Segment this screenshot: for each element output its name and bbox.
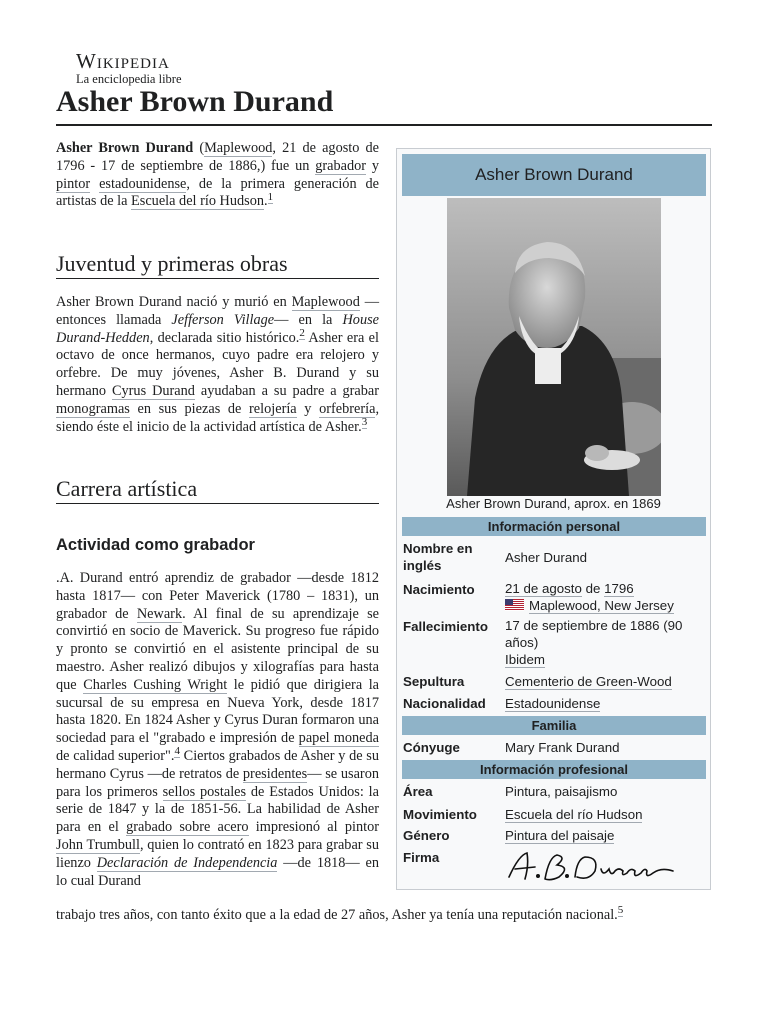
value-movimiento	[505, 806, 705, 823]
section-header-personal: Información personal	[402, 517, 706, 536]
link-maplewood[interactable]: Maplewood	[291, 294, 360, 310]
label-firma: Firma	[403, 850, 440, 865]
reference-3[interactable]: 3	[361, 415, 368, 428]
heading-carrera: Carrera artística	[56, 476, 198, 501]
link-newark[interactable]: Newark	[136, 605, 183, 622]
value-nacionalidad	[505, 695, 705, 712]
label-nacimiento: Nacimiento	[403, 582, 475, 597]
value-nacimiento	[505, 580, 705, 614]
link-grabador[interactable]: grabador	[315, 157, 367, 174]
link-monogramas[interactable]: monogramas	[56, 400, 130, 417]
text-run: 17 de septiembre de 1886 (90 años)	[505, 618, 683, 650]
portrait-photo[interactable]	[447, 198, 661, 496]
link-escuela-rio-hudson[interactable]: Escuela del río Hudson	[505, 807, 643, 822]
text-run: , 21 de agosto de 1796 - 17 de septiembre de 1886,) fue un	[56, 140, 379, 174]
text-run: , siendo éste el inicio de la actividad artística de Asher.	[56, 400, 380, 435]
page-title: Asher Brown Durand	[56, 85, 334, 118]
section-header-profesional: Información profesional	[402, 760, 706, 779]
link-nacimiento-lugar[interactable]: Maplewood, New Jersey	[529, 598, 674, 613]
text-run: . Al final de su aprendizaje se convirtió en socio de Maverick. Su progreso fue rápido y pronto se convirtió en el asistente principal de su maestro. Asher realizó dibujos y xilografías para hasta que	[56, 605, 379, 693]
link-orfebreria[interactable]: orfebrería	[319, 400, 376, 417]
logo-tagline: La enciclopedia libre	[76, 72, 182, 86]
heading-divider	[56, 503, 379, 504]
link-nacimiento-anio[interactable]: 1796	[604, 581, 634, 596]
link-escuela-rio-hudson[interactable]: Escuela del río Hudson	[131, 193, 265, 210]
text-run: en sus piezas de	[129, 400, 250, 417]
link-pintor[interactable]: pintor	[56, 175, 91, 192]
text-run: (	[193, 140, 205, 156]
text-run: —entonces llamada	[56, 294, 379, 328]
reference-1[interactable]: 1	[267, 190, 274, 203]
us-flag-icon	[505, 599, 524, 611]
text-run	[90, 176, 99, 192]
signature-image[interactable]	[505, 849, 705, 885]
link-ibidem[interactable]: Ibidem	[505, 652, 545, 667]
value-genero	[505, 827, 705, 844]
text-run: le pidió que dirigiera la sucursal de su empresa en Nueva York, desde 1817 hasta 1820. En 1824 Asher y Cyrus Duran formaron una sociedad para el "grabado e impresión de	[56, 676, 380, 747]
wikipedia-logo[interactable]	[76, 50, 182, 86]
text-run: , declarada sitio histórico.	[149, 329, 300, 346]
link-nacimiento-fecha[interactable]: 21 de agosto	[505, 581, 582, 596]
link-maplewood[interactable]: Maplewood	[204, 140, 273, 156]
text-run: y	[366, 157, 379, 174]
link-estadounidense[interactable]: estadounidense	[99, 175, 187, 192]
signature-icon	[505, 849, 677, 885]
infobox-title: Asher Brown Durand	[402, 154, 706, 196]
value-area: Pintura, paisajismo	[505, 784, 618, 799]
text-run: impresionó al pintor	[248, 819, 379, 836]
value-sepultura	[505, 673, 705, 690]
intro-paragraph	[56, 140, 379, 211]
grabador-paragraph	[56, 570, 379, 890]
text-run: de	[581, 581, 605, 596]
reference-5[interactable]: 5	[617, 904, 624, 917]
text-run: .	[264, 193, 268, 210]
label-nacionalidad: Nacionalidad	[403, 696, 486, 711]
heading-juventud: Juventud y primeras obras	[56, 251, 288, 276]
label-sepultura: Sepultura	[403, 674, 465, 689]
text-run: de Estados Unidos: la serie de 1847 y la de 1851-56. La habilidad de Asher para en el	[56, 783, 379, 836]
label-movimiento: Movimiento	[403, 807, 477, 822]
section-header-familia: Familia	[402, 716, 706, 735]
reference-2[interactable]: 2	[299, 326, 305, 339]
link-declaracion-independencia[interactable]: Declaración de Independencia	[96, 854, 278, 871]
text-run: —de 1818— en lo cual Durand	[56, 854, 379, 889]
text-run: Ciertos grabados de Asher y de su hermano Cyrus —de retratos de	[56, 747, 379, 782]
heading-grabador: Actividad como grabador	[56, 536, 255, 554]
label-genero: Género	[403, 828, 450, 843]
text-run: — se usaron para los primeros	[56, 765, 379, 800]
link-sellos-postales[interactable]: sellos postales	[162, 783, 247, 800]
link-cementerio-green-wood[interactable]: Cementerio de Green-Wood	[505, 674, 672, 689]
heading-divider	[56, 278, 379, 279]
text-run: .A. Durand entró aprendiz de grabador —desde 1812 hasta 1817— con Peter Maverick (1780 – 1831), un grabador de	[56, 570, 379, 622]
link-papel-moneda[interactable]: papel moneda	[298, 730, 380, 747]
text-run: , de la primera generación de artistas de la	[56, 175, 379, 210]
link-john-trumbull[interactable]: John Trumbull	[56, 836, 140, 853]
text-run: Asher era el octavo de once hermanos, cuyo padre era relojero y orfebre. De muy jóvenes, Asher B. Durand y su hermano	[56, 329, 379, 399]
title-divider	[56, 124, 712, 126]
text-run: trabajo tres años, con tanto éxito que a la edad de 27 años, Asher ya tenía una reputación nacional.	[56, 907, 618, 923]
link-relojeria[interactable]: relojería	[249, 400, 297, 417]
intro-bold-name: Asher Brown Durand	[56, 140, 194, 156]
label-nombre-ingles: Nombre en inglés	[403, 541, 473, 573]
infobox	[396, 148, 711, 890]
link-pintura-paisaje[interactable]: Pintura del paisaje	[505, 828, 615, 843]
link-charles-cushing-wright[interactable]: Charles Cushing Wright	[83, 676, 228, 693]
text-run: ayudaban a su padre a grabar	[194, 382, 380, 399]
link-grabado-sobre-acero[interactable]: grabado sobre acero	[126, 819, 249, 836]
text-run: de calidad superior".	[56, 747, 175, 764]
label-fallecimiento: Fallecimiento	[403, 619, 488, 634]
value-nombre-ingles: Asher Durand	[505, 550, 588, 565]
portrait-image	[447, 198, 661, 496]
juventud-paragraph	[56, 294, 379, 436]
text-run: y	[296, 400, 320, 417]
italic-house-durand-hedden: House Durand-Hedden	[56, 311, 379, 346]
text-run: — en la	[274, 311, 343, 328]
logo-wordmark: Wikipedia	[76, 49, 170, 73]
link-estadounidense[interactable]: Estadounidense	[505, 696, 601, 711]
grabador-paragraph-continued	[56, 904, 716, 925]
link-presidentes[interactable]: presidentes	[242, 765, 308, 782]
link-cyrus-durand[interactable]: Cyrus Durand	[111, 382, 195, 399]
text-run: Asher Brown Durand nació y murió en	[56, 294, 292, 310]
label-area: Área	[403, 784, 433, 799]
portrait-caption: Asher Brown Durand, aprox. en 1869	[446, 496, 661, 511]
value-conyuge: Mary Frank Durand	[505, 740, 620, 755]
value-fallecimiento	[505, 617, 705, 668]
reference-4[interactable]: 4	[174, 745, 180, 758]
italic-jefferson-village: Jefferson Village	[171, 311, 275, 328]
label-conyuge: Cónyuge	[403, 740, 460, 755]
text-run: , quien lo contrató en 1823 para grabar su lienzo	[56, 836, 379, 871]
